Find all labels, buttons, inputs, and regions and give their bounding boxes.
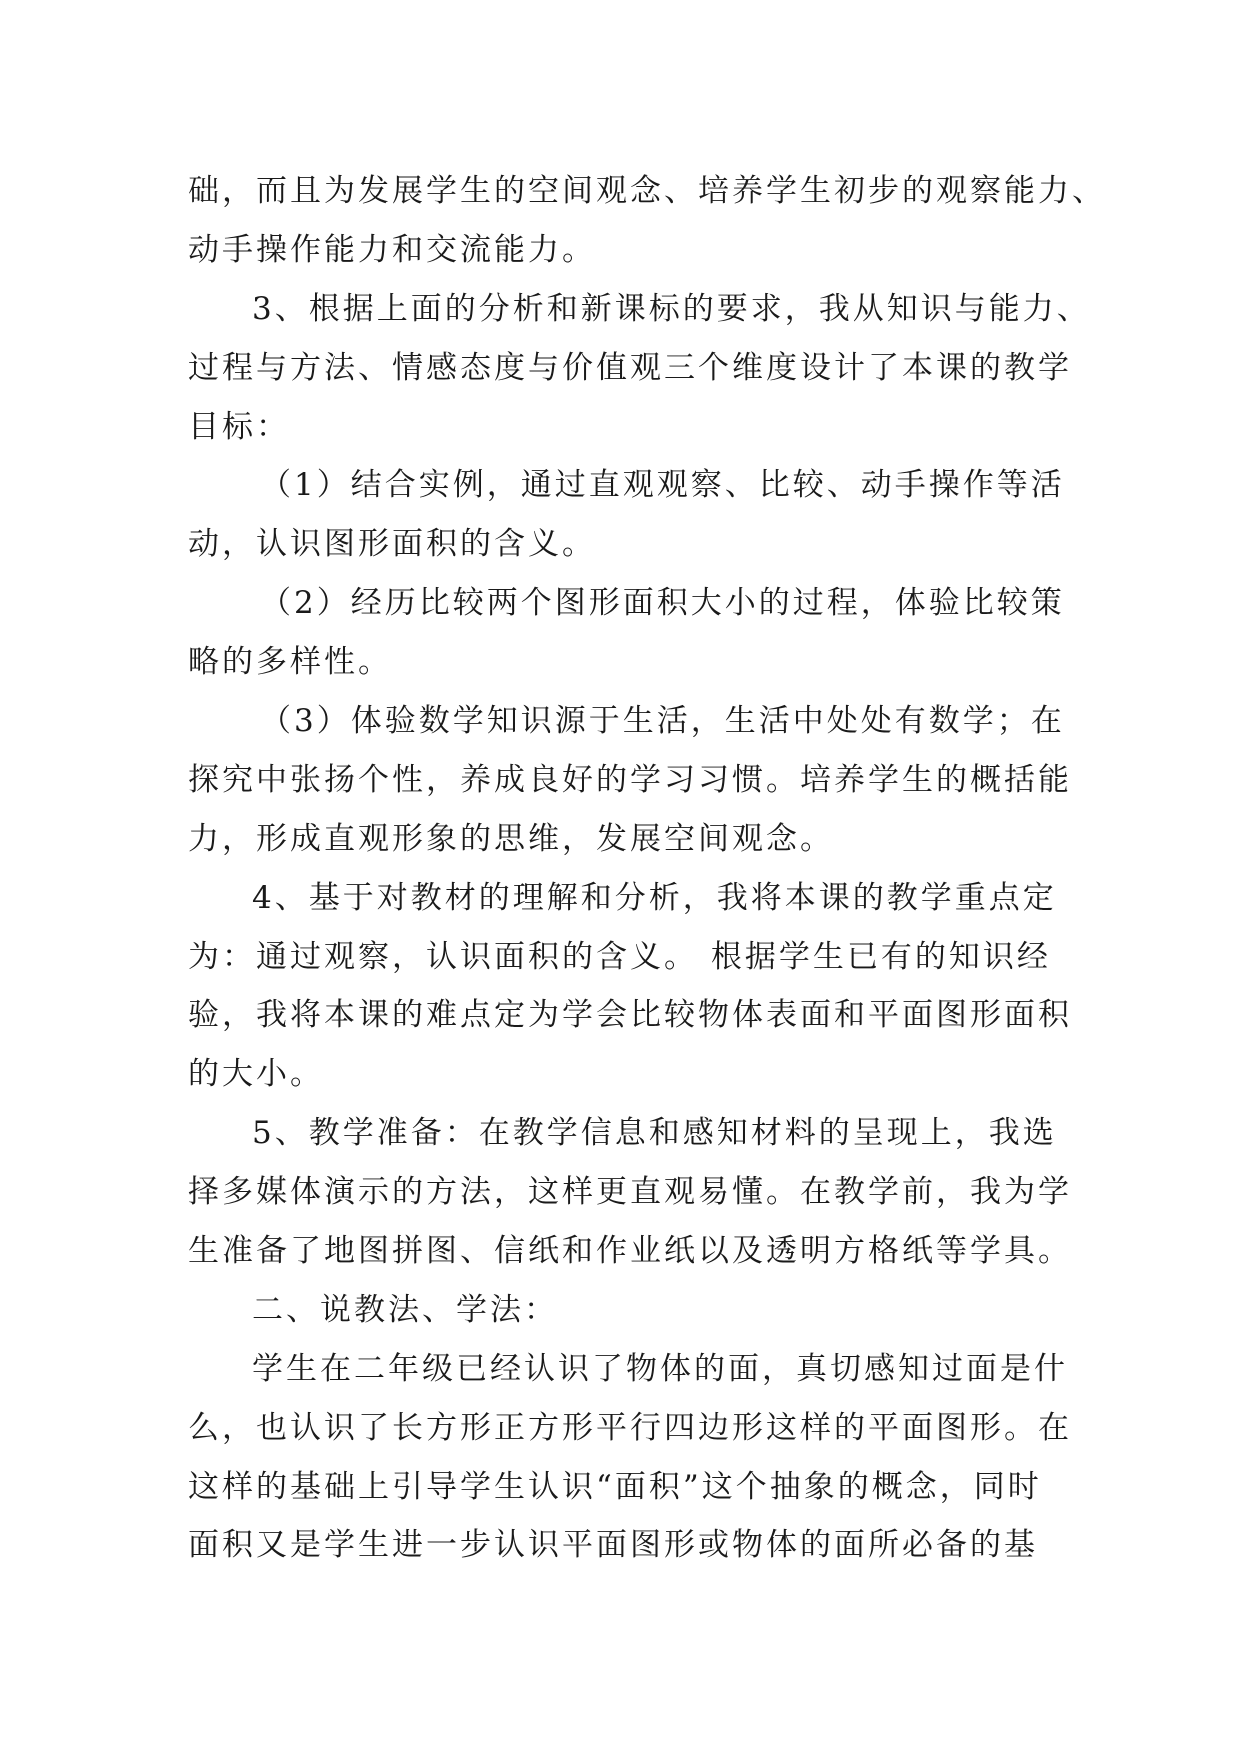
text-line: 这样的基础上引导学生认识“面积”这个抽象的概念，同时 (188, 1468, 1042, 1505)
text-line: 5、教学准备：在教学信息和感知材料的呈现上，我选 (252, 1115, 1057, 1152)
text-line: 力，形成直观形象的思维，发展空间观念。 (188, 820, 834, 857)
text-line: 为：通过观察，认识面积的含义。 根据学生已有的知识经 (188, 938, 1051, 975)
text-line: （2）经历比较两个图形面积大小的过程，体验比较策 (260, 585, 1065, 622)
text-line: 学生在二年级已经认识了物体的面，真切感知过面是什 (252, 1350, 1068, 1387)
text-line: （3）体验数学知识源于生活，生活中处处有数学；在 (260, 703, 1065, 740)
section-heading: 二、说教法、学法： (252, 1291, 558, 1328)
text-line: 生准备了地图拼图、信纸和作业纸以及透明方格纸等学具。 (188, 1233, 1072, 1270)
text-line: 的大小。 (188, 1056, 324, 1093)
text-line: 择多媒体演示的方法，这样更直观易懂。在教学前，我为学 (188, 1174, 1072, 1211)
text-line: 探究中张扬个性，养成良好的学习习惯。培养学生的概括能 (188, 761, 1072, 798)
text-line: 面积又是学生进一步认识平面图形或物体的面所必备的基 (188, 1527, 1038, 1564)
text-line: 3、根据上面的分析和新课标的要求，我从知识与能力、 (252, 290, 1091, 327)
text-line: 动，认识图形面积的含义。 (188, 526, 596, 563)
text-line: 么，也认识了长方形正方形平行四边形这样的平面图形。在 (188, 1409, 1072, 1446)
text-line: 础，而且为发展学生的空间观念、培养学生初步的观察能力、 (188, 173, 1106, 209)
text-line: （1）结合实例，通过直观观察、比较、动手操作等活 (260, 467, 1065, 504)
text-line: 4、基于对教材的理解和分析，我将本课的教学重点定 (252, 879, 1057, 916)
text-line: 验，我将本课的难点定为学会比较物体表面和平面图形面积 (188, 997, 1072, 1034)
text-line: 略的多样性。 (188, 644, 392, 681)
text-line: 目标： (188, 408, 290, 445)
body-text (188, 162, 1106, 1575)
text-line: 动手操作能力和交流能力。 (188, 231, 596, 268)
text-line: 过程与方法、情感态度与价值观三个维度设计了本课的教学 (188, 349, 1072, 386)
